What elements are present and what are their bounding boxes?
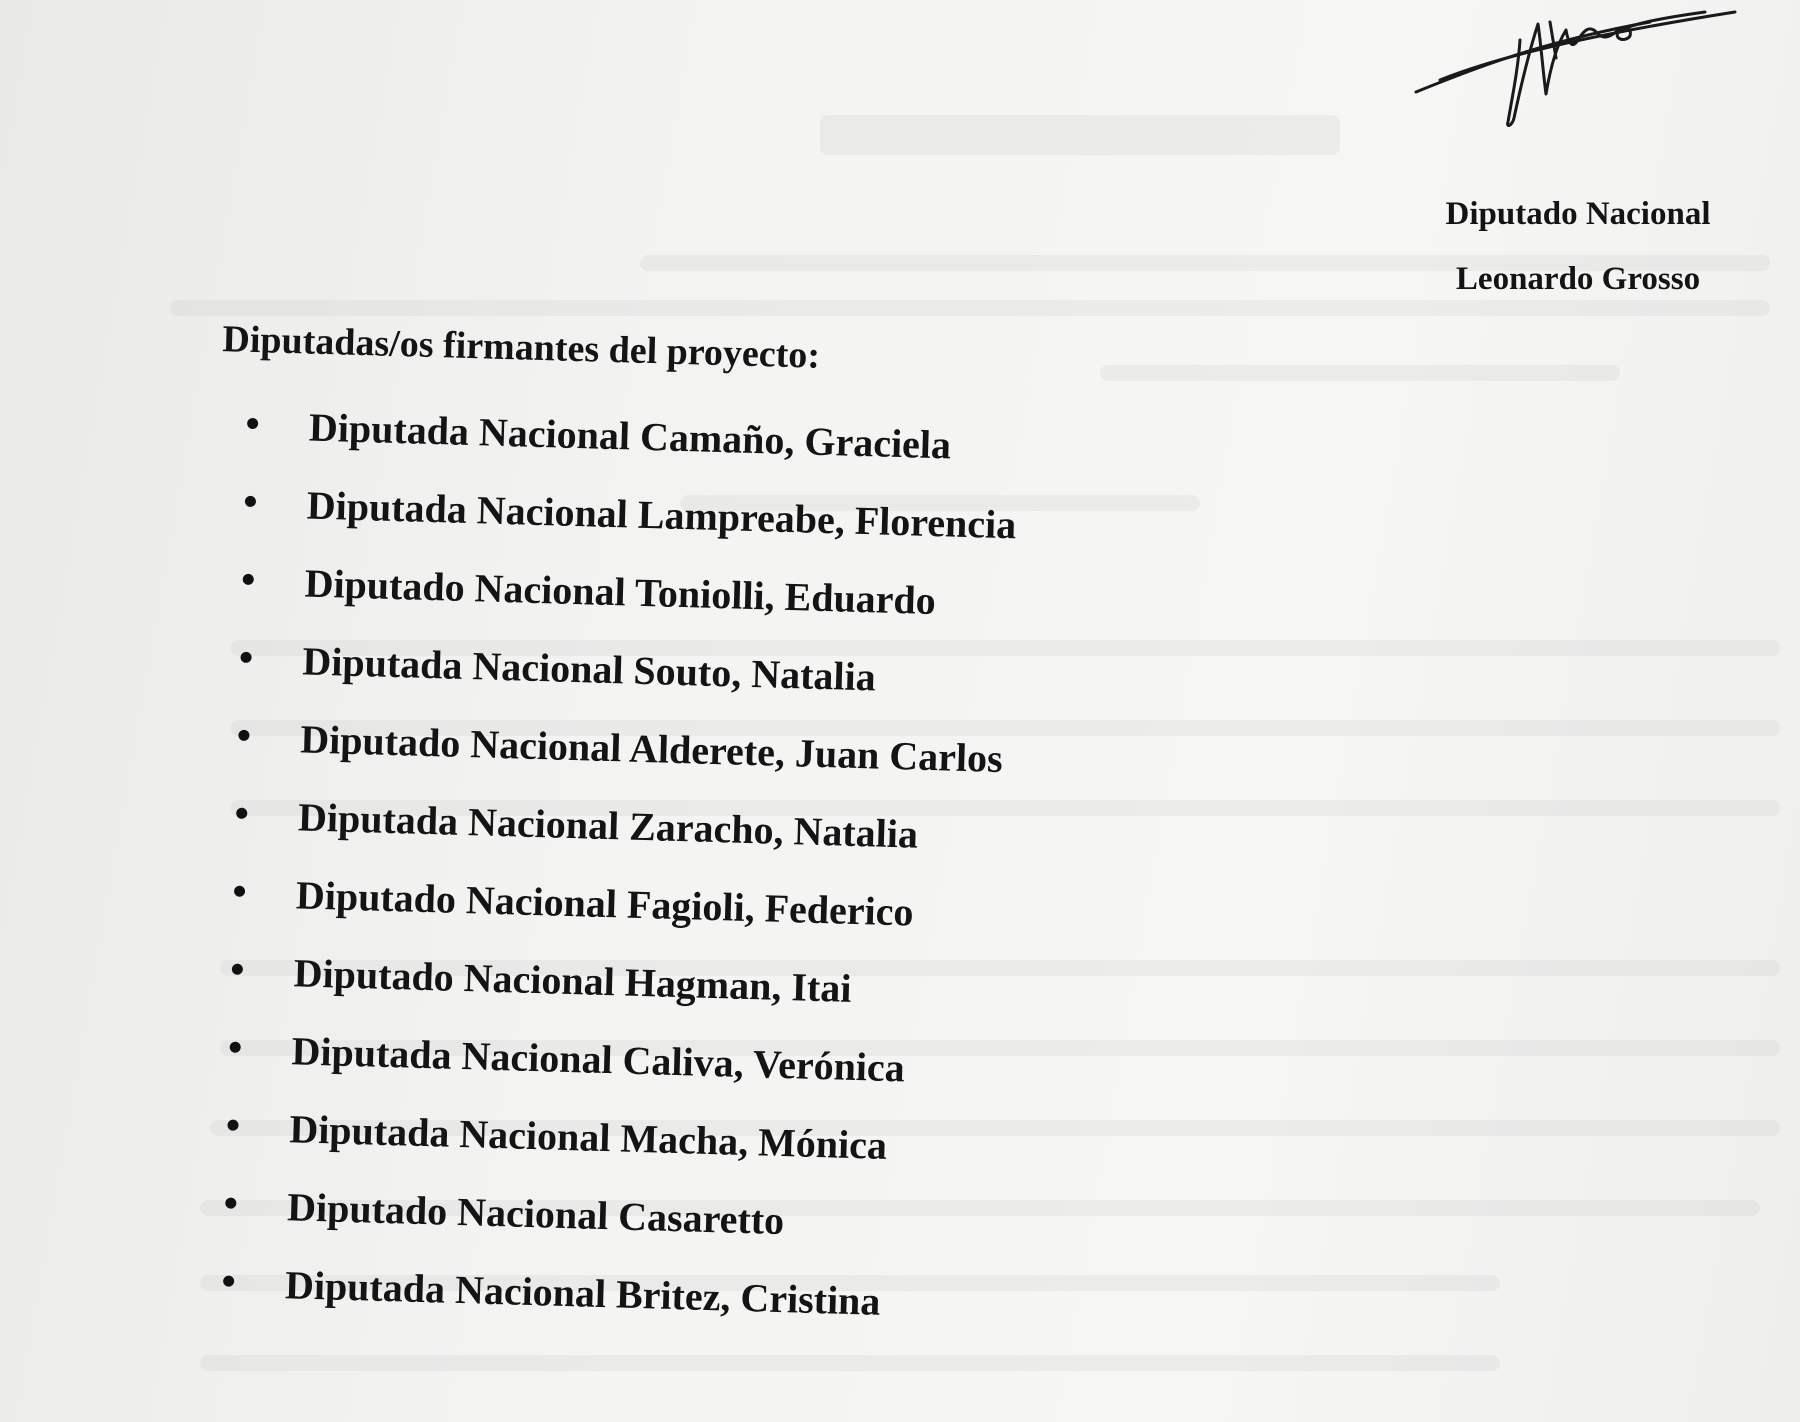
bullet-icon (236, 808, 247, 819)
signatory-name: Diputada Nacional Zaracho, Natalia (297, 794, 919, 857)
signatory-name: Diputado Nacional Casaretto (286, 1184, 785, 1244)
bullet-icon (232, 964, 243, 975)
bullet-icon (230, 1042, 241, 1053)
bullet-icon (225, 1197, 236, 1208)
signatories-list (191, 405, 1018, 1363)
list-item (191, 1263, 995, 1363)
bullet-icon (240, 652, 251, 663)
signatory-name: Diputada Nacional Macha, Mónica (288, 1106, 888, 1168)
bullet-icon (243, 574, 254, 585)
signatory-name: Diputado Nacional Hagman, Itai (293, 950, 853, 1011)
bullet-icon (223, 1275, 234, 1286)
signatory-name: Diputado Nacional Toniolli, Eduardo (304, 560, 937, 624)
signatory-name: Diputado Nacional Alderete, Juan Carlos (299, 716, 1004, 782)
signatories-heading: Diputadas/os firmantes del proyecto: (221, 318, 821, 377)
signatories-section (191, 320, 1021, 1363)
bullet-icon (245, 496, 256, 507)
signer-name: Leonardo Grosso (1455, 261, 1701, 297)
bullet-icon (227, 1120, 238, 1131)
signatory-name: Diputada Nacional Britez, Cristina (284, 1262, 882, 1324)
signatory-name: Diputada Nacional Lampreabe, Florencia (306, 482, 1017, 548)
signatory-name: Diputada Nacional Caliva, Verónica (290, 1028, 906, 1091)
signer-title: Diputado Nacional (1445, 196, 1711, 232)
bullet-icon (238, 730, 249, 741)
bullet-icon (234, 886, 245, 897)
signatory-name: Diputada Nacional Camaño, Graciela (308, 404, 952, 468)
bullet-icon (247, 418, 258, 429)
signatory-name: Diputado Nacional Fagioli, Federico (295, 872, 915, 935)
signatory-name: Diputada Nacional Souto, Natalia (301, 638, 877, 700)
handwritten-signature (1400, 0, 1740, 135)
